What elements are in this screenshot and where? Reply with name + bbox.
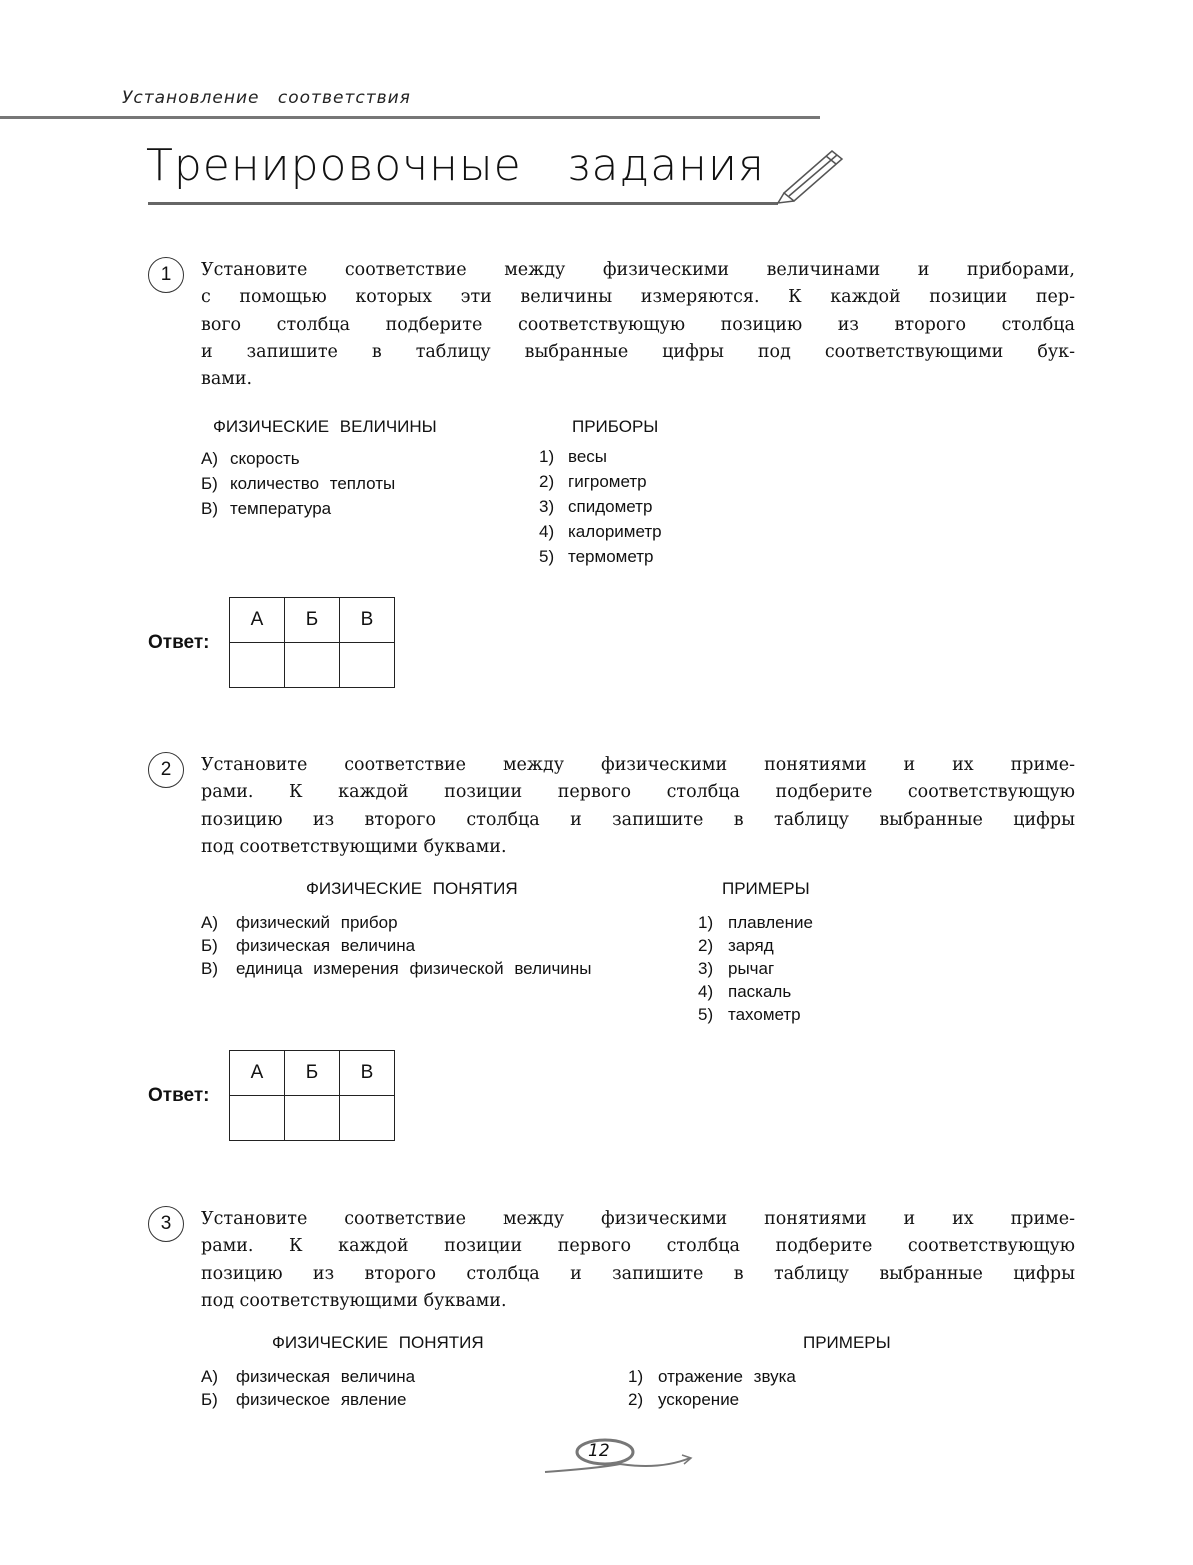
answer-column-header: А [230,598,285,643]
right-item-text: заряд [728,936,774,955]
left-item-text: физический прибор [236,913,398,932]
answer-label: Ответ: [148,632,210,653]
right-item-label: 1) [539,447,555,466]
answer-column-header: В [340,1051,395,1096]
right-item-text: гигрометр [568,472,647,491]
right-item-label: 4) [698,982,714,1001]
answer-column-header: Б [285,1051,340,1096]
answer-cell[interactable] [230,1096,285,1141]
left-item-text: физическая величина [236,1367,416,1386]
left-item-label: В) [201,959,218,978]
left-item-text: физическая величина [236,936,416,955]
task-statement [201,1206,1075,1315]
left-item-label: В) [201,499,218,518]
answer-column-header: А [230,1051,285,1096]
answer-table [229,597,395,688]
title-underline [148,202,778,205]
left-column-header: ФИЗИЧЕСКИЕ ПОНЯТИЯ [306,879,518,898]
page-number: 12 [588,1441,610,1461]
header-divider [0,116,820,119]
task-statement [201,257,1075,393]
left-item-text: скорость [230,449,300,468]
left-item-text: температура [230,499,332,518]
statement-line: позицию из второго столбца и запишите в таблицу выбранные цифры [201,809,1075,830]
left-item-label: А) [201,913,218,932]
left-item-label: А) [201,449,218,468]
right-item-label: 5) [698,1005,714,1024]
answer-column-header: В [340,598,395,643]
statement-line: под соответствующими буквами. [201,836,507,857]
right-item-text: отражение звука [658,1367,796,1386]
right-item-label: 1) [698,913,714,932]
statement-line: под соответствующими буквами. [201,1290,507,1311]
left-item-label: А) [201,1367,218,1386]
right-column-header: ПРИБОРЫ [572,417,659,436]
right-item-label: 3) [698,959,714,978]
statement-line: с помощью которых эти величины измеряются. К каждой позиции пер- [201,287,1075,308]
left-column-header: ФИЗИЧЕСКИЕ ПОНЯТИЯ [272,1333,484,1352]
right-item-text: ускорение [658,1390,740,1409]
right-item-text: спидометр [568,497,653,516]
right-item-text: рычаг [728,959,775,978]
answer-cell[interactable] [285,1096,340,1141]
statement-line: рами. К каждой позиции первого столбца подберите соответствующую [201,782,1075,803]
right-item-label: 3) [539,497,555,516]
left-item-text: единица измерения физической величины [236,959,592,978]
left-item-label: Б) [201,1390,218,1409]
answer-cell[interactable] [340,643,395,688]
task-number: 1 [148,257,184,293]
left-item-label: Б) [201,474,218,493]
right-item-label: 2) [628,1390,644,1409]
statement-line: и запишите в таблицу выбранные цифры под соответствующими бук- [201,341,1075,362]
answer-label: Ответ: [148,1085,210,1106]
answer-cell[interactable] [285,643,340,688]
statement-line: рами. К каждой позиции первого столбца подберите соответствующую [201,1236,1075,1257]
left-column-header: ФИЗИЧЕСКИЕ ВЕЛИЧИНЫ [213,417,437,436]
answer-cell[interactable] [340,1096,395,1141]
left-item-text: количество теплоты [230,474,396,493]
section-title: Тренировочные задания [146,140,765,191]
page-number-swirl [540,1438,700,1483]
right-item-text: плавление [728,913,813,932]
right-item-text: термометр [568,547,654,566]
right-item-text: тахометр [728,1005,801,1024]
statement-line: позицию из второго столбца и запишите в таблицу выбранные цифры [201,1263,1075,1284]
running-header: Установление соответствия [122,88,411,108]
right-item-label: 1) [628,1367,644,1386]
statement-line: Установите соответствие между физическими понятиями и их приме- [201,1209,1075,1229]
answer-table [229,1050,395,1141]
left-item-text: физическое явление [236,1390,407,1409]
right-item-label: 2) [539,472,555,491]
answer-cell[interactable] [230,643,285,688]
right-column-header: ПРИМЕРЫ [722,879,810,898]
task-number: 2 [148,752,184,788]
statement-line: вого столбца подберите соответствующую позицию из второго столбца [201,314,1075,335]
statement-line: Установите соответствие между физическими величинами и приборами, [201,260,1075,280]
answer-column-header: Б [285,598,340,643]
statement-line: Установите соответствие между физическими понятиями и их приме- [201,755,1075,775]
right-column-header: ПРИМЕРЫ [803,1333,891,1352]
right-item-label: 5) [539,547,555,566]
task-number: 3 [148,1206,184,1242]
right-item-text: паскаль [728,982,792,1001]
right-item-text: весы [568,447,608,466]
pencil-icon [772,145,847,205]
right-item-label: 4) [539,522,555,541]
left-item-label: Б) [201,936,218,955]
task-statement [201,752,1075,861]
statement-line: вами. [201,369,253,390]
right-item-text: калориметр [568,522,662,541]
right-item-label: 2) [698,936,714,955]
